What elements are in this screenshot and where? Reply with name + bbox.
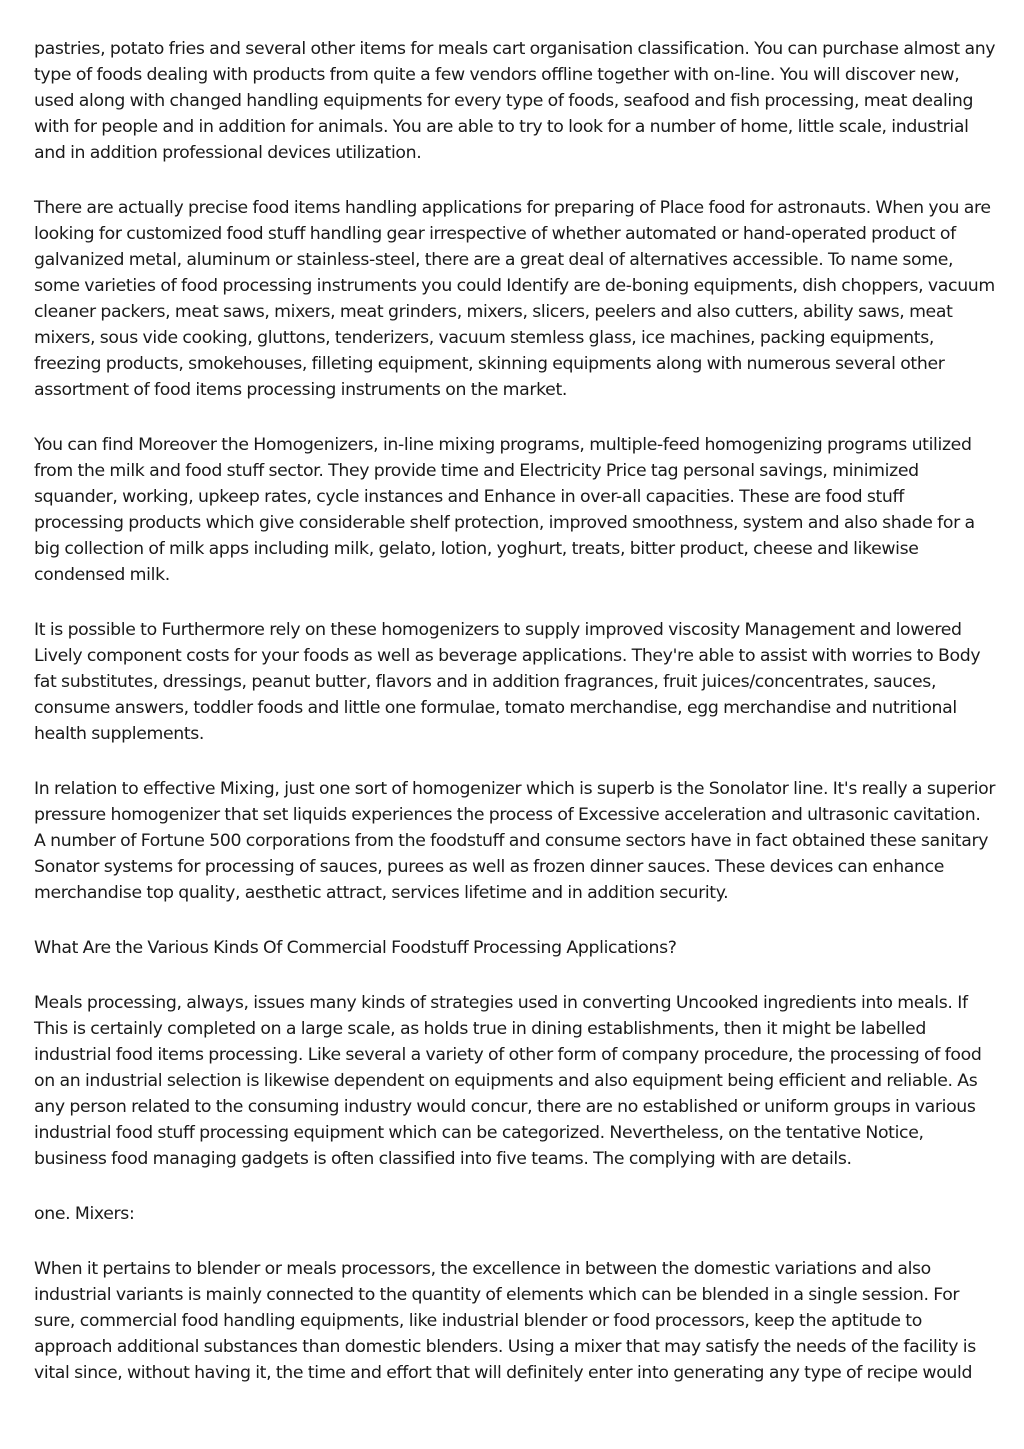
paragraph-4: It is possible to Furthermore rely on these homogenizers to supply improved viscosity Management and lowered Lively component costs for your foods as well as beverage applications. They're able to assist with worries to Body fat substitutes, dressings, peanut butter, flavors and in addition fragrances, fruit juices/concentrates, sauces, consume answers, toddler foods and little one formulae, tomato merchandise, egg merchandise and nutritional health supplements. <box>34 620 981 744</box>
list-heading-mixers: one. Mixers: <box>34 1204 135 1224</box>
paragraph-5: In relation to effective Mixing, just one sort of homogenizer which is superb is the Sonolator line. It's really a superior pressure homogenizer that set liquids experiences the process of Excessive acceleration and ultrasonic cavitation. A number of Fortune 500 corporations from the foodstuff and consume sectors have in fact obtained these sanitary Sonator systems for processing of sauces, purees as well as frozen dinner sauces. These devices can enhance merchandise top quality, aesthetic attract, services lifetime and in addition security. <box>34 779 996 903</box>
paragraph-6: Meals processing, always, issues many kinds of strategies used in converting Uncooked ingredients into meals. If This is certainly completed on a large scale, as holds true in dining establishments, then it might be labelled industrial food items processing. Like several a variety of other form of company procedure, the processing of food on an industrial selection is likewise dependent on equipments and also equipment being efficient and reliable. As any person related to the consuming industry would concur, there are no established or uniform groups in various industrial food stuff processing equipment which can be categorized. Nevertheless, on the tentative Notice, business food managing gadgets is often classified into five teams. The complying with are details. <box>34 993 982 1169</box>
paragraph-2: There are actually precise food items handling applications for preparing of Place food for astronauts. When you are looking for customized food stuff handling gear irrespective of whether automated or hand-operated product of galvanized metal, aluminum or stainless-steel, there are a great deal of alternatives accessible. To name some, some varieties of food processing instruments you could Identify are de-boning equipments, dish choppers, vacuum cleaner packers, meat saws, mixers, meat grinders, mixers, slicers, peelers and also cutters, ability saws, meat mixers, sous vide cooking, gluttons, tenderizers, vacuum stemless glass, ice machines, packing equipments, freezing products, smokehouses, filleting equipment, skinning equipments along with numerous several other assortment of food items processing instruments on the market. <box>34 198 995 400</box>
paragraph-3: You can find Moreover the Homogenizers, in-line mixing programs, multiple-feed homogenizing programs utilized from the milk and food stuff sector. They provide time and Electricity Price tag personal savings, minimized squander, working, upkeep rates, cycle instances and Enhance in over-all capacities. These are food stuff processing products which give considerable shelf protection, improved smoothness, system and also shade for a big collection of milk apps including milk, gelato, lotion, yoghurt, treats, bitter product, cheese and likewise condensed milk. <box>34 435 975 585</box>
document-body <box>34 36 996 1415</box>
paragraph-7: When it pertains to blender or meals processors, the excellence in between the domestic variations and also industrial variants is mainly connected to the quantity of elements which can be blended in a single session. For sure, commercial food handling equipments, like industrial blender or food processors, keep the aptitude to approach additional substances than domestic blenders. Using a mixer that may satisfy the needs of the facility is vital since, without having it, the time and effort that will definitely enter into generating any type of recipe would <box>34 1259 976 1383</box>
paragraph-1: pastries, potato fries and several other items for meals cart organisation classification. You can purchase almost any type of foods dealing with products from quite a few vendors offline together with on-line. You will discover new, used along with changed handling equipments for every type of foods, seafood and fish processing, meat dealing with for people and in addition for animals. You are able to try to look for a number of home, little scale, industrial and in addition professional devices utilization. <box>34 39 996 163</box>
section-heading-question: What Are the Various Kinds Of Commercial Foodstuff Processing Applications? <box>34 938 677 958</box>
